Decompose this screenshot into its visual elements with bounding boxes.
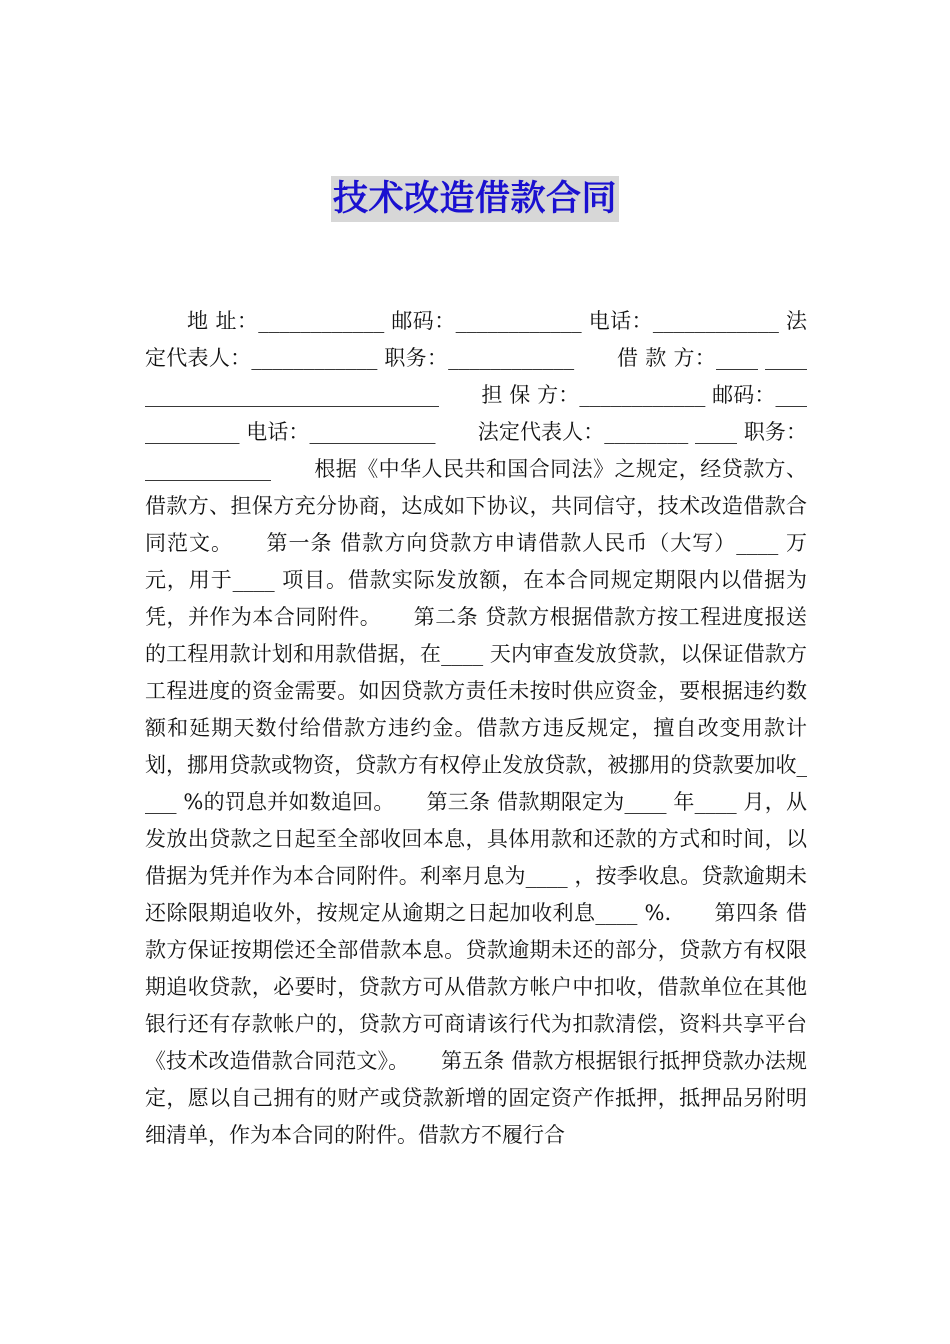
document-title-text: 技术改造借款合同	[331, 176, 619, 222]
document-title	[0, 176, 950, 222]
contract-body-text: 地 址：____________ 邮码：____________ 电话：____________ 法定代表人：____________ 职务：____________ 借 款 方：____ ________________________________ 担 保 方：____________ 邮码：____________ 电话：____________ 法定代表人：________ ____ 职务：____________ 根据《中华人民共和国合同法》之规定，经贷款方、借款方、担保方充分协商，达成如下协议，共同信守，技术改造借款合同范文。 第一条 借款方向贷款方申请借款人民币（大写）____ 万元，用于____ 项目。借款实际发放额，在本合同规定期限内以借据为凭，并作为本合同附件。 第二条 贷款方根据借款方按工程进度报送的工程用款计划和用款借据，在____ 天内审查发放贷款，以保证借款方工程进度的资金需要。如因贷款方责任未按时供应资金，要根据违约数额和延期天数付给借款方违约金。借款方违反规定，擅自改变用款计划，挪用贷款或物资，贷款方有权停止发放贷款，被挪用的贷款要加收____ %的罚息并如数追回。 第三条 借款期限定为____ 年____ 月，从发放出贷款之日起至全部收回本息，具体用款和还款的方式和时间，以借据为凭并作为本合同附件。利率月息为____ ，按季收息。贷款逾期未还除限期追收外，按规定从逾期之日起加收利息____ %. 第四条 借款方保证按期偿还全部借款本息。贷款逾期未还的部分，贷款方有权限期追收贷款，必要时，贷款方可从借款方帐户中扣收，借款单位在其他银行还有存款帐户的，贷款方可商请该行代为扣款清偿，资料共享平台《技术改造借款合同范文》。 第五条 借款方根据银行抵押贷款办法规定，愿以自己拥有的财产或贷款新增的固定资产作抵押，抵押品另附明细清单，作为本合同的附件。借款方不履行合	[145, 309, 807, 1147]
